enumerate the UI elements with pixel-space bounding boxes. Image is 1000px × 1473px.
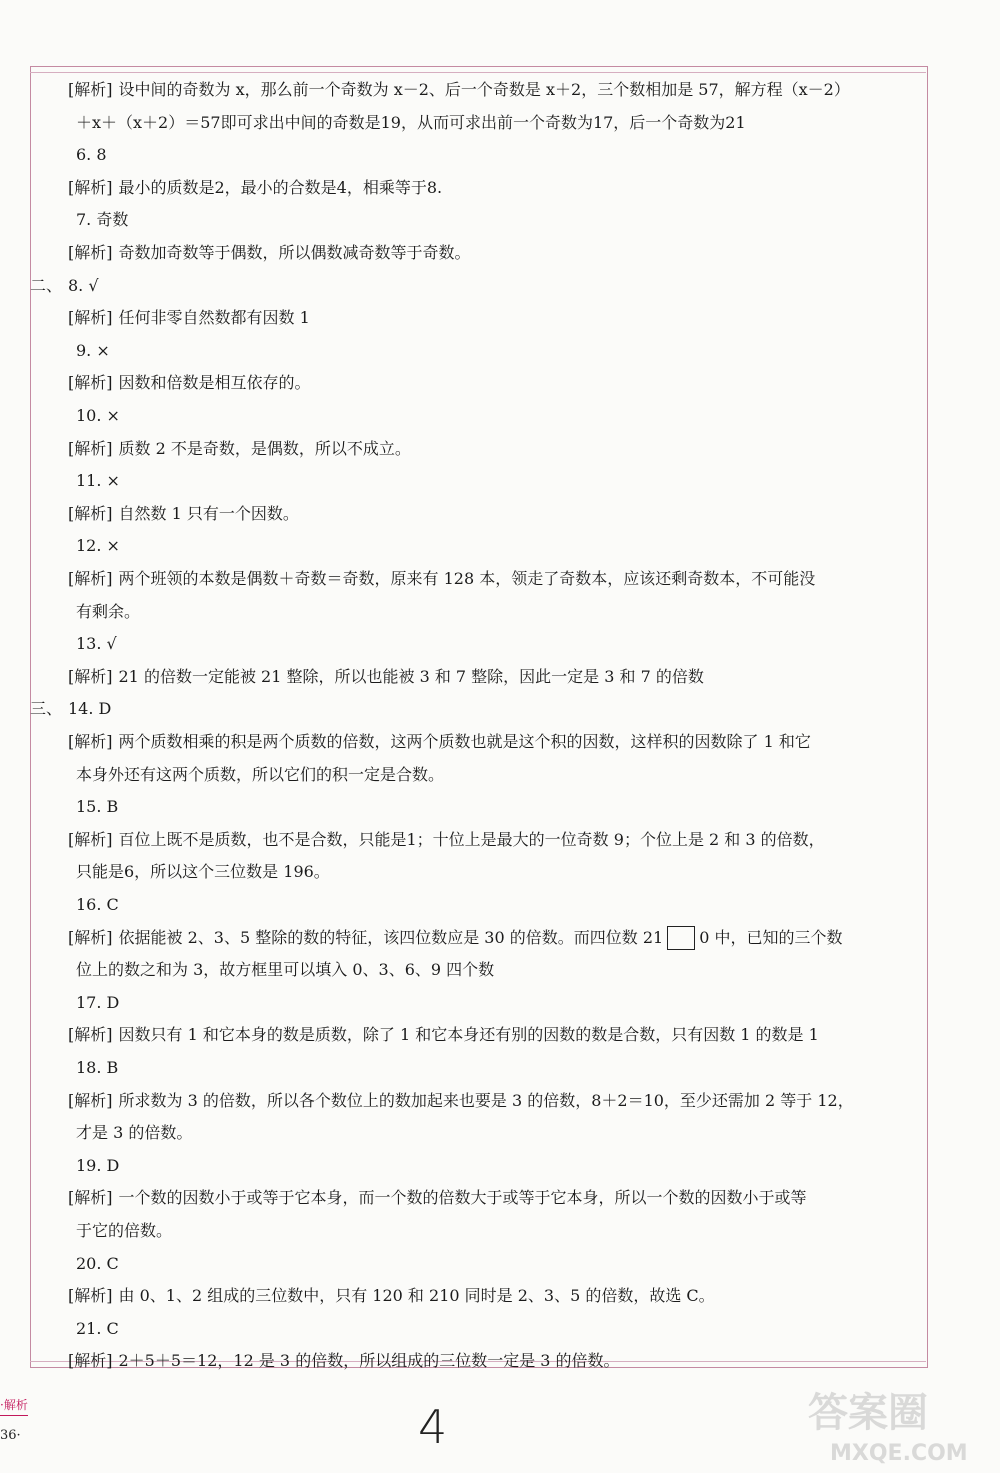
- analysis-line: [68, 563, 815, 595]
- analysis-tag: [解析]: [68, 80, 113, 99]
- line-text: 只能是6，所以这个三位数是 196。: [76, 862, 330, 882]
- analysis-tag: [解析]: [68, 503, 113, 523]
- line-text: 10. ×: [76, 406, 120, 425]
- analysis-tag: [解析]: [68, 1090, 113, 1110]
- line-text: 12. ×: [76, 536, 120, 556]
- analysis-tag: [解析]: [68, 243, 113, 262]
- line-text: 有剩余。: [76, 601, 141, 621]
- line-text: 18. B: [76, 1058, 119, 1077]
- analysis-line: [68, 824, 825, 856]
- analysis-tag: [解析]: [68, 373, 113, 393]
- answer-line: [76, 335, 110, 367]
- line-text: 依据能被 2、3、5 整除的数的特征，该四位数应是 30 的倍数。而四位数 21: [118, 927, 664, 947]
- answer-line: [76, 596, 140, 628]
- footer-label: ·解析: [0, 1396, 28, 1416]
- answer-line: [76, 954, 494, 986]
- analysis-line: [68, 1182, 807, 1214]
- analysis-line: [68, 74, 850, 106]
- answer-line: [76, 889, 119, 921]
- line-text: 21. C: [76, 1318, 119, 1338]
- line-text: 设中间的奇数为 x，那么前一个奇数为 x－2、后一个奇数是 x＋2，三个数相加是 57，解方程（x－2）: [118, 80, 850, 99]
- watermark-logo: [800, 1380, 990, 1468]
- line-text: 位上的数之和为 3，故方框里可以填入 0、3、6、9 四个数: [76, 960, 495, 980]
- analysis-line: [68, 237, 471, 269]
- line-text: 17. D: [76, 992, 120, 1012]
- answer-line: [76, 400, 120, 432]
- line-text: 所求数为 3 的倍数，所以各个数位上的数加起来也要是 3 的倍数，8＋2＝10，至少还需加 2 等于 12，: [118, 1090, 854, 1110]
- section-answer-line: [30, 693, 111, 725]
- analysis-tag: [解析]: [68, 829, 113, 849]
- line-text: 14. D: [68, 699, 112, 719]
- line-text: 本身外还有这两个质数，所以它们的积一定是合数。: [76, 764, 445, 784]
- line-text-after-box: 0 中，已知的三个数: [699, 927, 843, 947]
- line-text: 两个班领的本数是偶数＋奇数＝奇数，原来有 128 本，领走了奇数本，应该还剩奇数本，不可能没: [118, 569, 816, 588]
- analysis-tag: [解析]: [68, 1025, 113, 1045]
- analysis-line: [68, 302, 310, 334]
- blank-box: [667, 926, 695, 950]
- line-text: 7. 奇数: [76, 210, 129, 230]
- line-text: 两个质数相乘的积是两个质数的倍数，这两个质数也就是这个积的因数，这样积的因数除了 1 和它: [118, 732, 811, 751]
- analysis-line: [68, 1085, 854, 1117]
- analysis-line: [68, 726, 811, 758]
- answer-line: [76, 1313, 119, 1345]
- analysis-line: [68, 433, 411, 465]
- line-text: 11. ×: [76, 471, 120, 491]
- line-text: 由 0、1、2 组成的三位数中，只有 120 和 210 同时是 2、3、5 的倍数，故选 C。: [118, 1286, 715, 1306]
- analysis-tag: [解析]: [68, 569, 113, 588]
- line-text: 最小的质数是2，最小的合数是4，相乘等于8.: [118, 177, 443, 197]
- line-text: 才是 3 的倍数。: [76, 1123, 193, 1143]
- line-text: 任何非零自然数都有因数 1: [118, 308, 310, 328]
- answer-line: [76, 530, 120, 562]
- line-text: 百位上既不是质数，也不是合数，只能是1；十位上是最大的一位奇数 9；个位上是 2 和 3 的倍数，: [118, 829, 825, 849]
- watermark-text: 答案圈: [808, 1390, 928, 1436]
- answer-line: [76, 1117, 192, 1149]
- answer-line: [76, 628, 117, 660]
- answer-line: [76, 1052, 118, 1084]
- handwritten-page-mark: 4: [418, 1400, 448, 1454]
- line-text: 15. B: [76, 797, 119, 817]
- answer-line: [76, 987, 119, 1019]
- analysis-tag: [解析]: [68, 1188, 113, 1208]
- line-text: 16. C: [76, 895, 119, 914]
- line-text: 13. √: [76, 634, 117, 654]
- analysis-line: [68, 661, 704, 693]
- line-text: 19. D: [76, 1155, 120, 1175]
- analysis-line: [68, 1280, 715, 1312]
- analysis-line: [68, 498, 299, 530]
- analysis-tag: [解析]: [68, 1351, 113, 1371]
- line-text: 8. √: [68, 275, 99, 295]
- analysis-line: [68, 922, 842, 954]
- analysis-tag: [解析]: [68, 1286, 113, 1306]
- line-text: 9. ×: [76, 340, 110, 360]
- answer-line: [76, 1215, 172, 1247]
- watermark-url: MXQE.COM: [830, 1441, 968, 1466]
- analysis-tag: [解析]: [68, 666, 113, 686]
- frame-rule-top: [30, 72, 926, 73]
- answer-line: [76, 759, 444, 791]
- answer-line: [76, 1248, 119, 1280]
- analysis-tag: [解析]: [68, 177, 113, 197]
- answer-line: [76, 856, 330, 888]
- analysis-tag: [解析]: [68, 732, 113, 751]
- analysis-tag: [解析]: [68, 927, 113, 947]
- line-text: 21 的倍数一定能被 21 整除，所以也能被 3 和 7 整除，因此一定是 3 和 7 的倍数: [118, 666, 704, 686]
- line-text: 质数 2 不是奇数，是偶数，所以不成立。: [118, 438, 411, 458]
- line-text: 一个数的因数小于或等于它本身，而一个数的倍数大于或等于它本身，所以一个数的因数小于或等: [118, 1188, 807, 1208]
- analysis-line: [68, 367, 311, 399]
- section-number: 三、: [30, 699, 63, 719]
- analysis-line: [68, 1019, 819, 1051]
- answer-line: [76, 204, 128, 236]
- line-text: 因数和倍数是相互依存的。: [118, 373, 311, 393]
- analysis-line: [68, 172, 442, 204]
- answer-line: [76, 139, 107, 171]
- analysis-tag: [解析]: [68, 308, 113, 328]
- answer-line: [76, 107, 746, 139]
- analysis-tag: [解析]: [68, 438, 113, 458]
- answer-line: [76, 1150, 119, 1182]
- line-text: 6. 8: [76, 145, 107, 165]
- answer-line: [76, 791, 118, 823]
- page-number: 36·: [0, 1428, 21, 1443]
- line-text: 奇数加奇数等于偶数，所以偶数减奇数等于奇数。: [118, 243, 471, 262]
- line-text: 2＋5＋5＝12，12 是 3 的倍数，所以组成的三位数一定是 3 的倍数。: [118, 1351, 620, 1371]
- analysis-line: [68, 1345, 620, 1377]
- line-text: 20. C: [76, 1253, 119, 1273]
- line-text: 自然数 1 只有一个因数。: [118, 503, 299, 523]
- line-text: 于它的倍数。: [76, 1221, 173, 1240]
- section-answer-line: [30, 270, 99, 302]
- line-text: ＋x＋（x＋2）＝57即可求出中间的奇数是19，从而可求出前一个奇数为17，后一个奇数为21: [76, 112, 746, 132]
- section-number: 二、: [30, 275, 63, 295]
- line-text: 因数只有 1 和它本身的数是质数，除了 1 和它本身还有别的因数的数是合数，只有因数 1 的数是 1: [118, 1025, 819, 1045]
- answer-line: [76, 465, 120, 497]
